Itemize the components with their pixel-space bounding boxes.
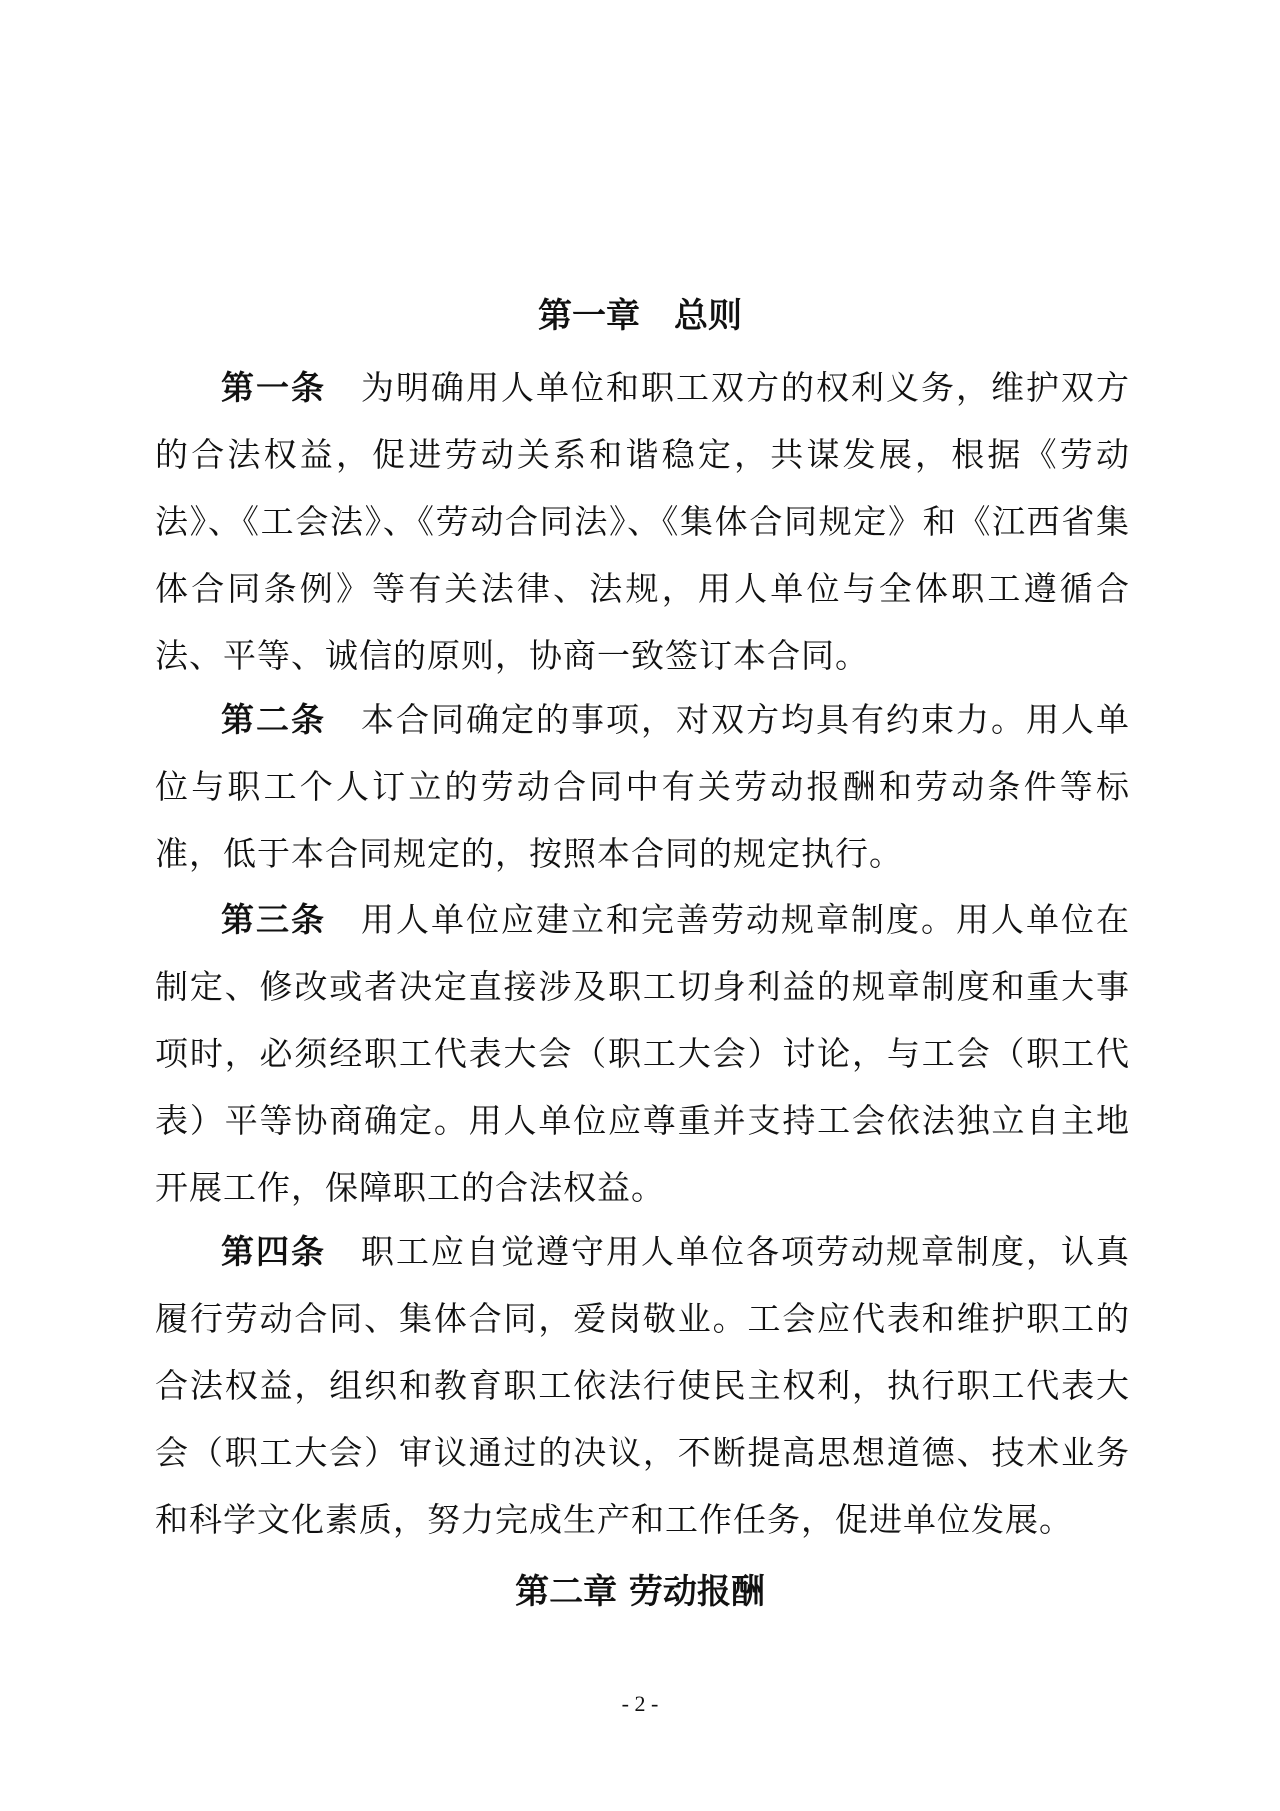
article-3-label: 第三条 bbox=[221, 900, 326, 939]
article-1 bbox=[155, 354, 1130, 689]
page-number: - 2 - bbox=[621, 1691, 659, 1716]
article-3-spacer bbox=[326, 900, 361, 939]
chapter-1-title: 第一章 总则 bbox=[538, 296, 742, 336]
article-2-text: 本合同确定的事项，对双方均具有约束力。用人单位与职工个人订立的劳动合同中有关劳动报酬和劳动条件等标准，低于本合同规定的，按照本合同的规定执行。 bbox=[155, 700, 1130, 873]
article-4 bbox=[155, 1218, 1130, 1553]
article-2-spacer bbox=[326, 700, 361, 739]
article-3 bbox=[155, 886, 1130, 1221]
article-2 bbox=[155, 686, 1130, 887]
article-3-text: 用人单位应建立和完善劳动规章制度。用人单位在制定、修改或者决定直接涉及职工切身利益的规章制度和重大事项时，必须经职工代表大会（职工大会）讨论，与工会（职工代表）平等协商确定。用人单位应尊重并支持工会依法独立自主地开展工作，保障职工的合法权益。 bbox=[155, 900, 1130, 1207]
article-1-spacer bbox=[326, 368, 361, 407]
chapter-2-title: 第二章 劳动报酬 bbox=[515, 1572, 765, 1612]
article-2-label: 第二条 bbox=[221, 700, 326, 739]
article-1-text: 为明确用人单位和职工双方的权利义务，维护双方的合法权益，促进劳动关系和谐稳定，共谋发展，根据《劳动法》、《工会法》、《劳动合同法》、《集体合同规定》和《江西省集体合同条例》等有关法律、法规，用人单位与全体职工遵循合法、平等、诚信的原则，协商一致签订本合同。 bbox=[155, 368, 1130, 675]
article-4-spacer bbox=[326, 1232, 361, 1271]
article-4-label: 第四条 bbox=[221, 1232, 326, 1271]
article-1-label: 第一条 bbox=[221, 368, 326, 407]
article-4-text: 职工应自觉遵守用人单位各项劳动规章制度，认真履行劳动合同、集体合同，爱岗敬业。工会应代表和维护职工的合法权益，组织和教育职工依法行使民主权利，执行职工代表大会（职工大会）审议通过的决议，不断提高思想道德、技术业务和科学文化素质，努力完成生产和工作任务，促进单位发展。 bbox=[155, 1232, 1130, 1539]
